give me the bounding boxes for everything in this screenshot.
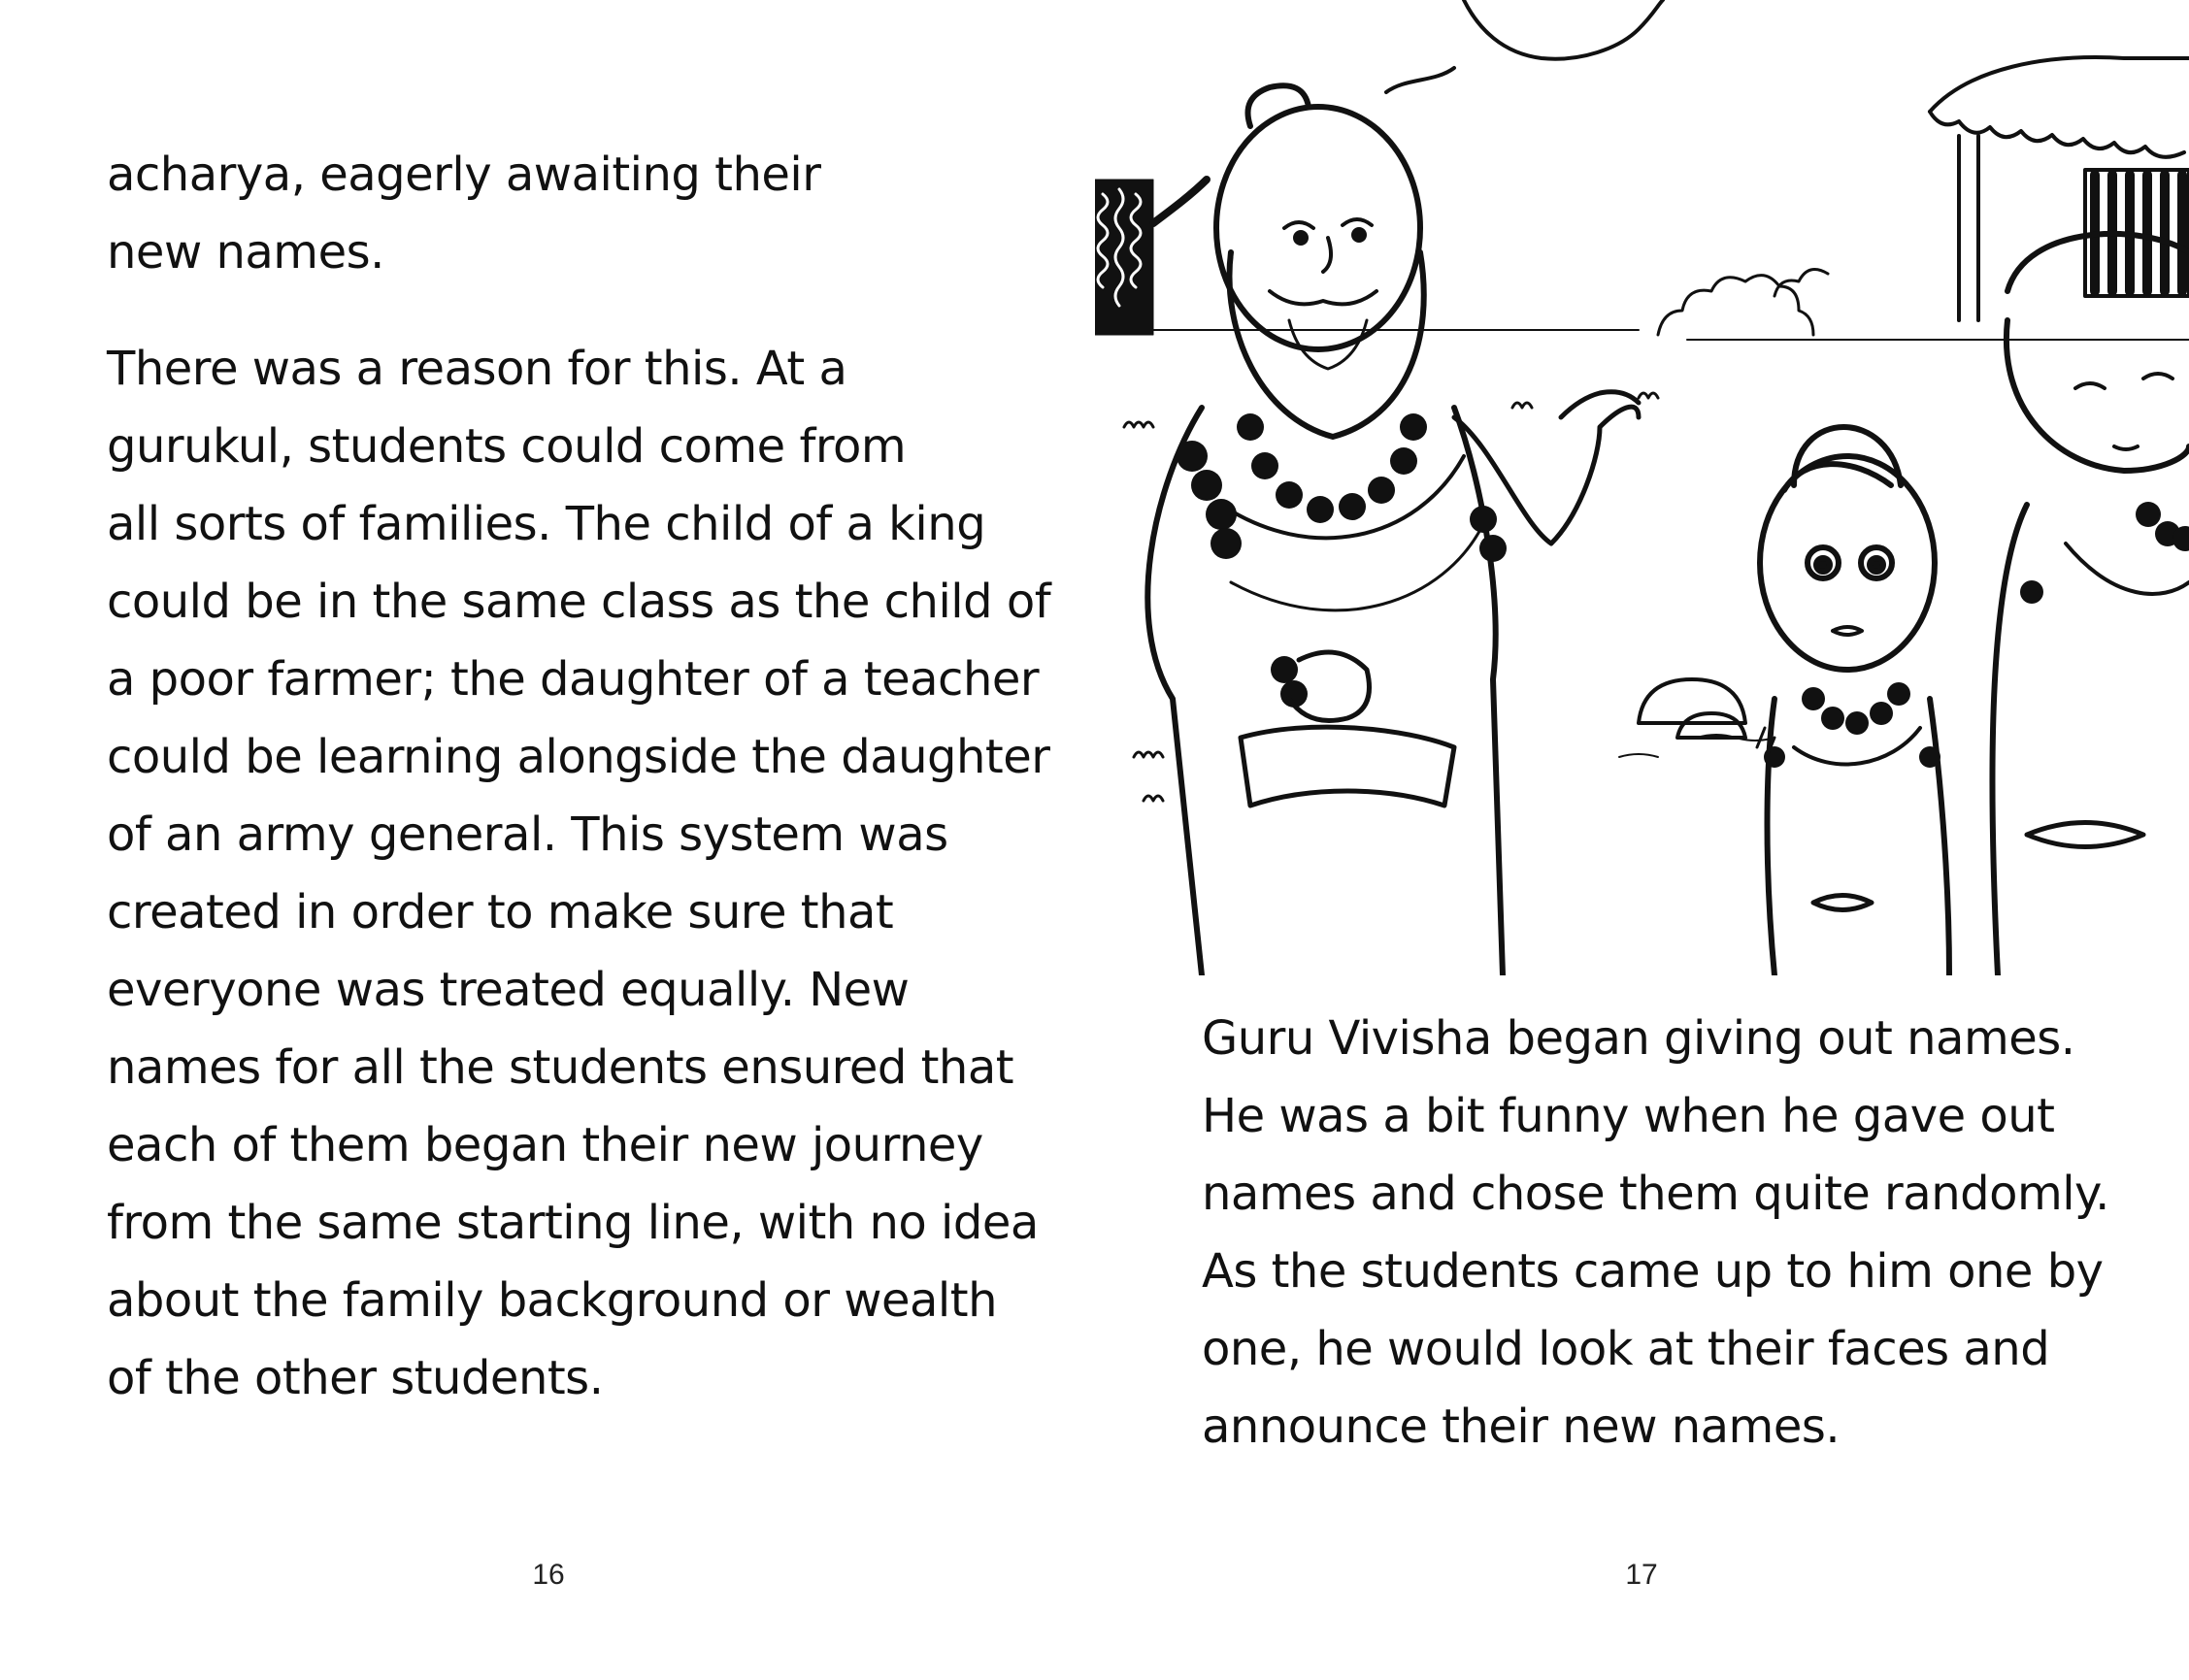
text-line: one, he would look at their faces and [1202,1322,2050,1376]
text-line: There was a reason for this. At a [107,342,847,396]
paragraph-continued [107,136,820,291]
text-line: Guru Vivisha began giving out names. [1202,1011,2075,1066]
text-line: of an army general. This system was [107,807,948,862]
page-number: 16 [532,1559,565,1591]
text-line: could be learning alongside the daughter [107,730,1050,784]
text-line: a poor farmer; the daughter of a teacher [107,652,1040,707]
text-line: announce their new names. [1202,1400,1841,1454]
text-line: each of them began their new journey [107,1118,983,1172]
text-line: of the other students. [107,1351,604,1405]
bushes [1658,270,1828,336]
guru-figure [1147,85,1639,975]
text-line: acharya, eagerly awaiting their [107,148,821,202]
paragraph-guru-vivisha [1202,1000,2109,1466]
older-student-figure [1992,234,2189,975]
guru-and-students-illustration [1095,0,2189,975]
rocks [1639,679,1745,738]
text-line: gurukul, students could come from [107,419,907,474]
text-line: about the family background or wealth [107,1273,997,1328]
text-line: names for all the students ensured that [107,1040,1014,1095]
paragraph-gurukul [107,330,1050,1417]
text-line: could be in the same class as the child of [107,575,1051,629]
text-line: created in order to make sure that [107,885,894,939]
boy-figure [1757,427,1949,975]
text-line: As the students came up to him one by [1202,1244,2104,1299]
tree-trunk [1095,180,1207,335]
tree-canopy [1386,0,1663,92]
text-line: from the same starting line, with no idea [107,1196,1039,1250]
text-line: everyone was treated equally. New [107,963,910,1017]
text-line: all sorts of families. The child of a king [107,497,986,551]
right-page [1095,0,2189,1680]
left-page [0,0,1094,1680]
text-line: He was a bit funny when he gave out [1202,1089,2055,1143]
text-line: new names. [107,225,384,280]
page-number: 17 [1625,1559,1658,1591]
hut [1930,57,2189,320]
ground-lines [1153,330,2189,757]
text-line: names and chose them quite randomly. [1202,1167,2109,1221]
